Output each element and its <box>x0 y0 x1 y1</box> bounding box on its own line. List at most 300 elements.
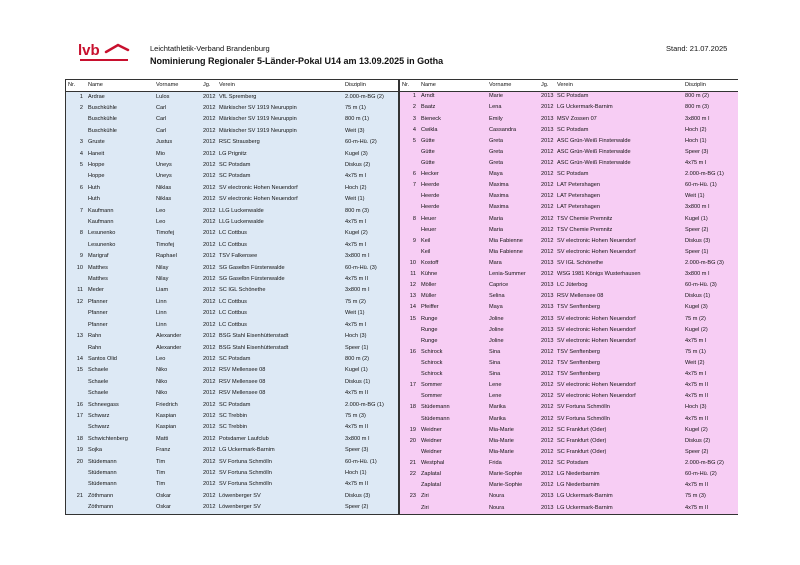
cell-nr <box>66 171 86 182</box>
cell-name: Weidner <box>421 437 442 444</box>
cell-disziplin: 800 m (3) <box>345 207 369 214</box>
table-row <box>399 436 738 447</box>
table-row <box>399 425 738 436</box>
cell-nr <box>399 358 419 369</box>
boys-table <box>66 80 398 514</box>
cell-jg: 2013 <box>541 293 554 300</box>
cell-nr: 2 <box>412 104 416 111</box>
cell-verein: LG Uckermark-Barnim <box>557 493 613 500</box>
col-vorname: Vorname <box>487 80 539 91</box>
cell-disziplin: 3x800 m I <box>685 204 710 211</box>
cell-verein: LC Jüterbog <box>557 282 588 289</box>
cell-nr <box>399 203 419 214</box>
cell-jg: 2012 <box>541 426 554 433</box>
cell-verein: SV Fortuna Schmölln <box>557 404 610 411</box>
cell-name: Hecker <box>421 171 439 178</box>
cell-jg: 2012 <box>541 448 554 455</box>
cell-disziplin: 4x75 m II <box>345 276 369 283</box>
cell-disziplin: 800 m (2) <box>345 355 369 362</box>
cell-name: Runge <box>421 315 438 322</box>
col-name: Name <box>86 80 154 91</box>
cell-vorname: Lenia-Summer <box>489 271 526 278</box>
cell-jg: 2012 <box>541 393 554 400</box>
cell-nr <box>66 217 86 228</box>
cell-vorname: Franz <box>156 447 171 454</box>
cell-verein: LAT Petershagen <box>557 182 601 189</box>
cell-jg: 2012 <box>541 204 554 211</box>
cell-jg: 2013 <box>541 260 554 267</box>
cell-jg: 2012 <box>541 471 554 478</box>
col-vorname: Vorname <box>154 80 201 91</box>
cell-vorname: Lulos <box>156 93 170 100</box>
cell-disziplin: 60-m-Hü. (3) <box>685 282 717 289</box>
cell-nr: 13 <box>409 293 416 300</box>
cell-disziplin: Hoch (2) <box>685 126 707 133</box>
cell-verein: Märkischer SV 1919 Neuruppin <box>219 127 297 134</box>
cell-verein: LG Niederbarnim <box>557 482 600 489</box>
cell-name: Gruste <box>88 139 105 146</box>
table-row <box>66 114 398 125</box>
cell-name: Haneit <box>88 150 105 157</box>
cell-verein: SV electronic Hohen Neuendorf <box>219 184 298 191</box>
cell-nr: 12 <box>76 298 83 305</box>
cell-name: Kühne <box>421 271 438 278</box>
table-row <box>66 286 398 297</box>
cell-nr: 11 <box>77 287 83 294</box>
cell-verein: BSG Stahl Eisenhüttenstadt <box>219 344 289 351</box>
cell-disziplin: 3x800 m I <box>345 435 370 442</box>
cell-nr: 10 <box>76 264 83 271</box>
cell-verein: SV electronic Hohen Neuendorf <box>219 196 298 203</box>
cell-nr <box>66 274 86 285</box>
cell-name: Zöthmann <box>88 492 114 499</box>
col-nr: Nr. <box>399 80 419 91</box>
cell-nr: 20 <box>76 458 83 465</box>
cell-vorname: Joline <box>489 326 504 333</box>
cell-nr: 22 <box>409 471 416 478</box>
cell-vorname: Leo <box>156 207 166 214</box>
cell-nr <box>66 194 86 205</box>
cell-name: Kostoff <box>421 260 439 267</box>
cell-name: Buschkühle <box>88 127 117 134</box>
cell-name: Cwikla <box>421 126 438 133</box>
cell-disziplin: 4x75 m II <box>685 482 709 489</box>
table-row <box>399 480 738 491</box>
table-row <box>399 447 738 458</box>
table-row <box>399 392 738 403</box>
cell-vorname: Greta <box>489 160 503 167</box>
table-row <box>66 274 398 285</box>
cell-name: Matthes <box>88 264 108 271</box>
cell-disziplin: 2.000-m-BG (1) <box>685 171 724 178</box>
table-row <box>66 502 398 514</box>
cell-nr <box>399 247 419 258</box>
cell-verein: SV Fortuna Schmölln <box>219 481 272 488</box>
cell-nr <box>399 158 419 169</box>
table-row <box>66 217 398 228</box>
cell-disziplin: 3x800 m I <box>685 271 710 278</box>
cell-name: Buschkühle <box>88 104 117 111</box>
cell-name: Westphal <box>421 459 445 466</box>
cell-jg: 2012 <box>203 310 216 317</box>
table-row <box>399 503 738 514</box>
cell-jg: 2012 <box>203 378 216 385</box>
boys-header-row <box>66 80 398 91</box>
table-row <box>66 434 398 445</box>
cell-name: Huth <box>88 196 100 203</box>
cell-disziplin: Weit (2) <box>685 360 705 366</box>
table-row <box>66 228 398 239</box>
cell-nr: 6 <box>79 184 83 191</box>
cell-jg: 2012 <box>203 424 216 431</box>
cell-verein: LC Cottbus <box>219 241 247 248</box>
col-jg: Jg. <box>539 80 555 91</box>
cell-nr <box>399 147 419 158</box>
cell-disziplin: Kugel (3) <box>345 150 368 157</box>
cell-vorname: Justus <box>156 139 173 146</box>
cell-nr: 4 <box>412 126 416 133</box>
cell-verein: SV Fortuna Schmölln <box>219 469 272 476</box>
cell-name: Stüdemann <box>421 404 450 411</box>
cell-jg: 2012 <box>203 184 216 191</box>
cell-jg: 2013 <box>541 304 554 311</box>
cell-nr <box>66 422 86 433</box>
cell-nr <box>66 240 86 251</box>
cell-disziplin: 3x800 m I <box>685 115 710 122</box>
table-row <box>66 183 398 194</box>
table-row <box>399 147 738 158</box>
table-row <box>66 126 398 137</box>
cell-vorname: Niklas <box>156 196 172 203</box>
cell-vorname: Niko <box>156 367 168 374</box>
cell-name: Stüdemann <box>88 458 117 465</box>
cell-vorname: Linn <box>156 298 167 305</box>
cell-jg: 2012 <box>203 139 216 146</box>
cell-vorname: Marika <box>489 404 506 411</box>
cell-verein: LG Uckermark-Barnim <box>557 104 613 111</box>
table-row <box>66 251 398 262</box>
cell-nr: 21 <box>409 459 416 466</box>
cell-disziplin: Hoch (3) <box>345 333 367 340</box>
cell-nr: 16 <box>409 348 416 355</box>
cell-verein: LG Uckermark-Barnim <box>219 447 275 454</box>
table-row <box>66 308 398 319</box>
cell-disziplin: Kugel (1) <box>685 215 708 222</box>
cell-name: Schaele <box>88 390 109 397</box>
cell-vorname: Noura <box>489 504 505 511</box>
cell-vorname: Greta <box>489 148 503 155</box>
cell-name: Pfeiffer <box>421 304 439 311</box>
col-verein: Verein <box>555 80 683 91</box>
cell-verein: SC IGL Schönethe <box>219 287 266 294</box>
cell-jg: 2012 <box>541 160 554 167</box>
table-row <box>66 445 398 456</box>
girls-header-row <box>399 80 738 91</box>
cell-jg: 2012 <box>541 404 554 411</box>
cell-disziplin: 800 m (1) <box>345 116 369 123</box>
cell-name: Baatz <box>421 104 436 111</box>
cell-vorname: Niko <box>156 390 168 397</box>
cell-jg: 2012 <box>541 360 554 366</box>
cell-disziplin: Speer (1) <box>685 248 709 255</box>
cell-disziplin: Hoch (1) <box>345 469 367 476</box>
cell-verein: TSV Senftenberg <box>557 304 600 311</box>
table-row <box>66 365 398 376</box>
cell-vorname: Sina <box>489 348 501 355</box>
cell-nr <box>66 502 86 514</box>
cell-nr <box>399 503 419 514</box>
cell-nr <box>399 192 419 203</box>
cell-verein: TSV Chemie Premnitz <box>557 226 613 233</box>
cell-jg: 2012 <box>203 390 216 397</box>
cell-jg: 2012 <box>203 196 216 203</box>
cell-jg: 2012 <box>203 458 216 465</box>
table-row <box>399 247 738 258</box>
cell-vorname: Tim <box>156 469 166 476</box>
cell-vorname: Emily <box>489 115 503 122</box>
cell-disziplin: 75 m (1) <box>345 104 366 111</box>
cell-name: Sommer <box>421 382 443 389</box>
table-row <box>399 380 738 391</box>
cell-disziplin: Diskus (2) <box>345 162 371 168</box>
cell-name: Pfanner <box>88 310 108 317</box>
table-row <box>399 469 738 480</box>
table-row <box>66 457 398 468</box>
cell-jg: 2012 <box>203 287 216 294</box>
cell-vorname: Raphael <box>156 253 177 260</box>
cell-jg: 2012 <box>203 321 216 328</box>
cell-jg: 2012 <box>203 344 216 351</box>
cell-nr: 17 <box>409 382 416 389</box>
table-row <box>399 180 738 191</box>
cell-disziplin: 4x75 m I <box>345 219 367 226</box>
cell-vorname: Nilay <box>156 264 169 271</box>
cell-nr <box>399 225 419 236</box>
cell-verein: SC Frankfurt (Oder) <box>557 448 607 455</box>
cell-verein: LG Prignitz <box>219 150 247 157</box>
cell-nr: 13 <box>76 333 83 340</box>
table-row <box>399 269 738 280</box>
cell-verein: RSC Strausberg <box>219 139 260 146</box>
cell-verein: LLG Luckenwalde <box>219 207 264 214</box>
cell-vorname: Joline <box>489 315 504 322</box>
cell-verein: SV Fortuna Schmölln <box>557 415 610 422</box>
cell-name: Ardrae <box>88 93 105 100</box>
cell-vorname: Lene <box>489 382 502 389</box>
cell-nr: 17 <box>76 412 83 419</box>
cell-name: Stüdemann <box>421 415 450 422</box>
cell-jg: 2012 <box>203 150 216 157</box>
cell-disziplin: 2.000-m-BG (1) <box>345 401 384 408</box>
cell-verein: ASC Grün-Weiß Finsterwalde <box>557 148 631 155</box>
cell-jg: 2012 <box>203 504 216 511</box>
cell-jg: 2012 <box>203 162 216 168</box>
cell-name: Weidner <box>421 426 442 433</box>
cell-name: Zaplatal <box>421 471 441 478</box>
table-row <box>399 336 738 347</box>
cell-disziplin: 3x800 m I <box>345 287 370 294</box>
cell-vorname: Maria <box>489 215 503 222</box>
cell-verein: RSV Mellensee 08 <box>219 390 266 397</box>
cell-nr <box>399 392 419 403</box>
cell-vorname: Mia-Marie <box>489 448 514 455</box>
cell-nr: 19 <box>76 447 83 454</box>
cell-nr <box>66 114 86 125</box>
cell-verein: LG Niederbarnim <box>557 471 600 478</box>
cell-disziplin: Kugel (2) <box>685 326 708 333</box>
cell-name: Lesunenko <box>88 241 116 248</box>
cell-disziplin: 75 m (1) <box>685 348 706 355</box>
cell-jg: 2012 <box>203 492 216 499</box>
cell-name: Matthes <box>88 276 108 283</box>
cell-nr <box>66 343 86 354</box>
cell-name: Schirock <box>421 371 443 378</box>
cell-nr: 21 <box>76 492 83 499</box>
cell-disziplin: 800 m (2) <box>685 93 709 100</box>
cell-disziplin: 60-m-Hü. (2) <box>685 471 717 478</box>
cell-disziplin: 60-m-Hü. (1) <box>345 458 377 465</box>
cell-verein: SC Potsdam <box>557 126 589 133</box>
cell-verein: LG Uckermark-Barnim <box>557 504 613 511</box>
table-row <box>66 263 398 274</box>
cell-jg: 2012 <box>541 226 554 233</box>
cell-disziplin: 800 m (3) <box>685 104 709 111</box>
cell-verein: SV electronic Hohen Neuendorf <box>557 315 636 322</box>
cell-vorname: Liam <box>156 287 169 294</box>
cell-disziplin: 4x75 m I <box>685 337 707 344</box>
cell-name: Gütte <box>421 160 435 167</box>
cell-nr: 6 <box>412 171 416 178</box>
cell-verein: SV IGL Schönethe <box>557 260 604 267</box>
cell-nr: 8 <box>412 215 416 222</box>
cell-jg: 2012 <box>203 241 216 248</box>
cell-verein: TSV Senftenberg <box>557 371 600 378</box>
cell-vorname: Leo <box>156 355 166 362</box>
cell-vorname: Alexander <box>156 333 182 340</box>
cell-jg: 2013 <box>541 282 554 289</box>
cell-verein: SV electronic Hohen Neuendorf <box>557 237 636 244</box>
cell-jg: 2012 <box>203 173 216 180</box>
cell-jg: 2012 <box>203 219 216 226</box>
cell-disziplin: Kugel (1) <box>345 367 368 374</box>
cell-nr: 15 <box>76 367 83 374</box>
cell-jg: 2012 <box>203 276 216 283</box>
table-row <box>399 136 738 147</box>
cell-name: Santos Olid <box>88 355 117 362</box>
cell-verein: ASC Grün-Weiß Finsterwalde <box>557 160 631 167</box>
cell-verein: SG Gaselbn Fürstenwalde <box>219 276 285 283</box>
cell-nr: 16 <box>76 401 83 408</box>
table-row <box>399 358 738 369</box>
cell-verein: Märkischer SV 1919 Neuruppin <box>219 116 297 123</box>
cell-name: Huth <box>88 184 100 191</box>
cell-name: Schwarz <box>88 412 110 419</box>
cell-disziplin: Weit (3) <box>345 127 365 134</box>
cell-nr: 1 <box>412 93 416 100</box>
cell-disziplin: Kugel (2) <box>685 426 708 433</box>
cell-verein: SC Potsdam <box>557 93 589 100</box>
cell-jg: 2012 <box>541 382 554 389</box>
cell-verein: RSV Mellensee 08 <box>219 378 266 385</box>
cell-disziplin: Hoch (1) <box>685 137 707 144</box>
cell-vorname: Mara <box>489 260 502 267</box>
cell-jg: 2012 <box>203 127 216 134</box>
cell-verein: WSG 1981 Königs Wusterhausen <box>557 271 641 278</box>
lvb-logo <box>78 40 140 68</box>
cell-disziplin: Speer (1) <box>345 344 369 351</box>
cell-jg: 2012 <box>541 193 554 200</box>
cell-verein: RSV Mellensee 08 <box>557 293 604 300</box>
stand-date: Stand: 21.07.2025 <box>666 44 728 53</box>
cell-disziplin: 4x75 m II <box>685 504 709 511</box>
cell-nr: 1 <box>79 93 83 100</box>
table-row <box>66 491 398 502</box>
table-row <box>399 403 738 414</box>
cell-jg: 2012 <box>541 415 554 422</box>
cell-verein: SC Trebbin <box>219 424 247 431</box>
table-row <box>399 292 738 303</box>
cell-nr: 9 <box>79 253 83 260</box>
cell-nr: 3 <box>79 139 83 146</box>
cell-nr: 2 <box>79 104 83 111</box>
table-row <box>399 225 738 236</box>
col-verein: Verein <box>217 80 343 91</box>
cell-jg: 2012 <box>541 104 554 111</box>
cell-verein: LC Cottbus <box>219 230 247 237</box>
cell-jg: 2012 <box>203 447 216 454</box>
cell-verein: SC Potsdam <box>219 401 251 408</box>
table-row <box>399 125 738 136</box>
table-row <box>399 192 738 203</box>
cell-jg: 2012 <box>541 459 554 466</box>
cell-vorname: Uneys <box>156 162 172 168</box>
table-row <box>399 114 738 125</box>
cell-disziplin: Weit (1) <box>685 193 705 200</box>
cell-name: Schneegass <box>88 401 119 408</box>
cell-name: Keil <box>421 237 431 244</box>
cell-name: Marigraf <box>88 253 109 260</box>
cell-jg: 2012 <box>203 401 216 408</box>
cell-disziplin: 4x75 m II <box>345 424 369 431</box>
cell-nr <box>399 414 419 425</box>
cell-verein: SV Fortuna Schmölln <box>219 458 272 465</box>
cell-disziplin: Weit (1) <box>345 310 365 317</box>
cell-name: Heerde <box>421 204 440 211</box>
cell-disziplin: 4x75 m I <box>345 321 367 328</box>
cell-vorname: Niko <box>156 378 168 385</box>
cell-verein: BSG Stahl Eisenhüttenstadt <box>219 333 289 340</box>
cell-name: Sommer <box>421 393 443 400</box>
cell-vorname: Marie-Sophie <box>489 471 523 478</box>
cell-vorname: Selina <box>489 293 505 300</box>
cell-vorname: Oskar <box>156 492 171 499</box>
cell-disziplin: 2.000-m-BG (2) <box>345 93 384 100</box>
cell-disziplin: 60-m-Hü. (3) <box>345 264 377 271</box>
cell-jg: 2013 <box>541 326 554 333</box>
cell-vorname: Marika <box>489 415 506 422</box>
table-row <box>399 214 738 225</box>
cell-vorname: Maxima <box>489 193 509 200</box>
cell-nr <box>66 308 86 319</box>
table-row <box>66 194 398 205</box>
cell-jg: 2012 <box>541 248 554 255</box>
cell-nr: 14 <box>76 355 83 362</box>
cell-verein: SV electronic Hohen Neuendorf <box>557 393 636 400</box>
table-row <box>66 400 398 411</box>
cell-vorname: Mia-Marie <box>489 437 514 444</box>
cell-name: Müller <box>421 293 437 300</box>
cell-disziplin: 4x75 m I <box>345 173 367 180</box>
